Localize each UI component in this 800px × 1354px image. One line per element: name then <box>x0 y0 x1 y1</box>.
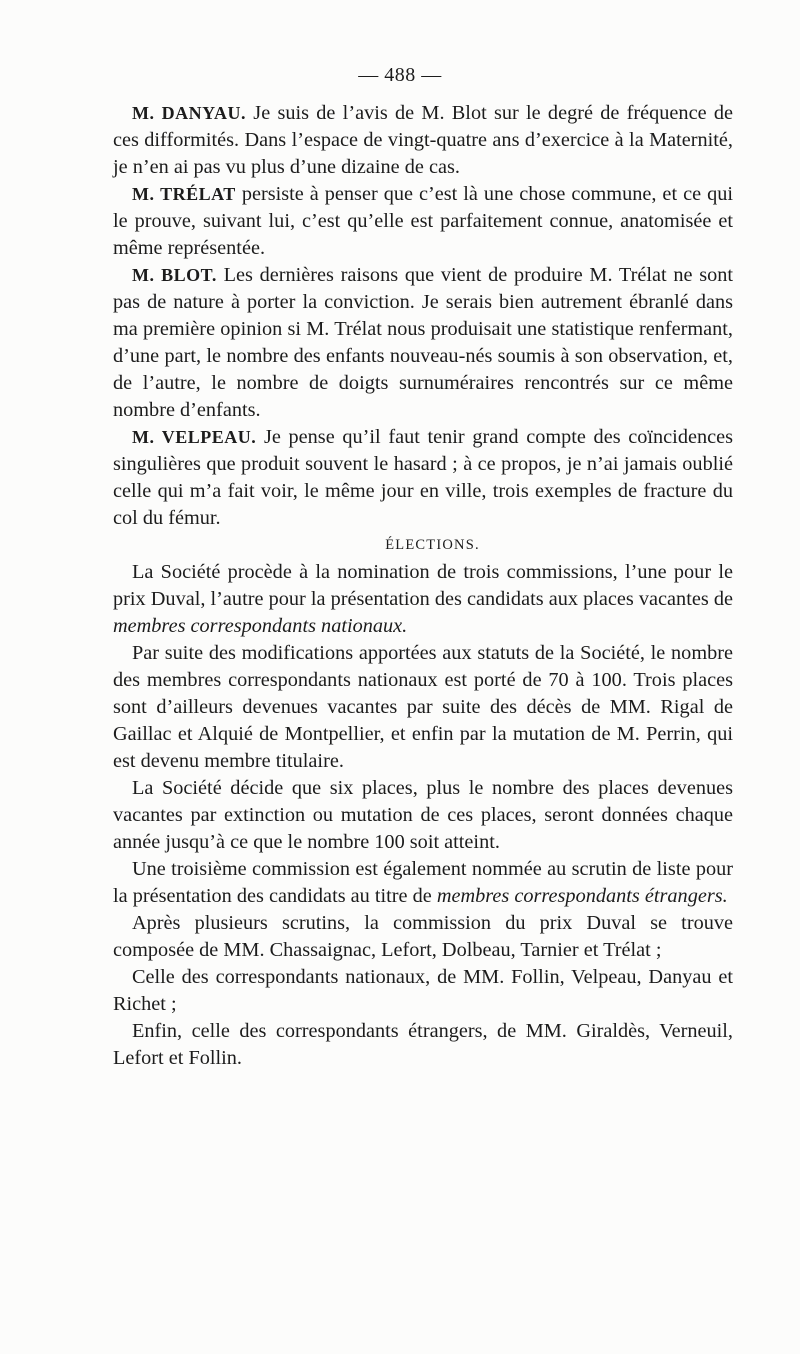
speech-text: persiste à penser que c’est là une chose commune, et ce qui le prouve, suivant lui, c’est qu’elle est parfaitement connue, anatomisée et même représentée. <box>113 183 733 259</box>
paragraph-velpeau <box>113 424 733 532</box>
speech-text: Je suis de l’avis de M. Blot sur le degré de fréquence de ces difformités. Dans l’espace de vingt-quatre ans d’exercice à la Maternité, je n’en ai pas vu plus d’une dizaine de cas. <box>113 102 733 178</box>
paragraph-blot <box>113 262 733 424</box>
speech-text: Je pense qu’il faut tenir grand compte des coïncidences singulières que produit souvent le hasard ; à ce propos, je n’ai jamais oublié celle qui m’a fait voir, le même jour en ville, trois exemples de fracture du col du fémur. <box>113 426 733 529</box>
speech-text: Les dernières raisons que vient de produire M. Trélat ne sont pas de nature à porter la conviction. Je serais bien autrement ébranlé dans ma première opinion si M. Trélat nous produisait une statistique renfermant, d’une part, le nombre des enfants nouveau-nés soumis à son observation, et, de l’autre, le nombre de doigts surnuméraires rencontrés sur ce même nombre d’enfants. <box>113 264 734 421</box>
paragraph-trelat <box>113 181 733 262</box>
paragraph-duval: Après plusieurs scrutins, la commission du prix Duval se trouve composée de MM. Chassaignac, Lefort, Dolbeau, Tarnier et Trélat ; <box>113 912 733 961</box>
speaker-name: M. BLOT. <box>132 265 217 285</box>
paragraph-etrangers: Enfin, celle des correspondants étrangers, de MM. Giraldès, Verneuil, Lefort et Follin. <box>113 1020 733 1069</box>
page-body <box>113 100 733 1072</box>
paragraph-six-places: La Société décide que six places, plus le nombre des places devenues vacantes par extinction ou mutation de ces places, seront données chaque année jusqu’à ce que le nombre 100 soit atteint. <box>113 777 733 853</box>
paragraph-statuts: Par suite des modifications apportées aux statuts de la Société, le nombre des membres correspondants nationaux est porté de 70 à 100. Trois places sont d’ailleurs devenues vacantes par suite des décès de MM. Rigal de Gaillac et Alquié de Montpellier, et enfin par la mutation de M. Perrin, qui est devenu membre titulaire. <box>113 642 733 772</box>
italic-phrase: membres correspondants nationaux. <box>113 615 408 637</box>
page-number: — 488 — <box>358 64 442 86</box>
speaker-name: M. TRÉLAT <box>132 184 236 204</box>
paragraph-third-commission: Une troisième commission est également nommée au scrutin de liste pour la présentation des candidats au titre de membres correspondants étrangers. <box>113 858 733 907</box>
speaker-name: M. VELPEAU. <box>132 427 257 447</box>
paragraph-danyau <box>113 100 733 181</box>
italic-phrase: membres correspondants étrangers. <box>436 885 728 907</box>
paragraph-commissions: La Société procède à la nomination de trois commissions, l’une pour le prix Duval, l’autre pour la présentation des candidats aux places vacantes de membres correspondants nationaux. <box>113 561 733 637</box>
section-heading: ÉLECTIONS. <box>385 537 480 553</box>
paragraph-nationaux: Celle des correspondants nationaux, de MM. Follin, Velpeau, Danyau et Richet ; <box>113 966 733 1015</box>
speaker-name: M. DANYAU. <box>132 103 247 123</box>
